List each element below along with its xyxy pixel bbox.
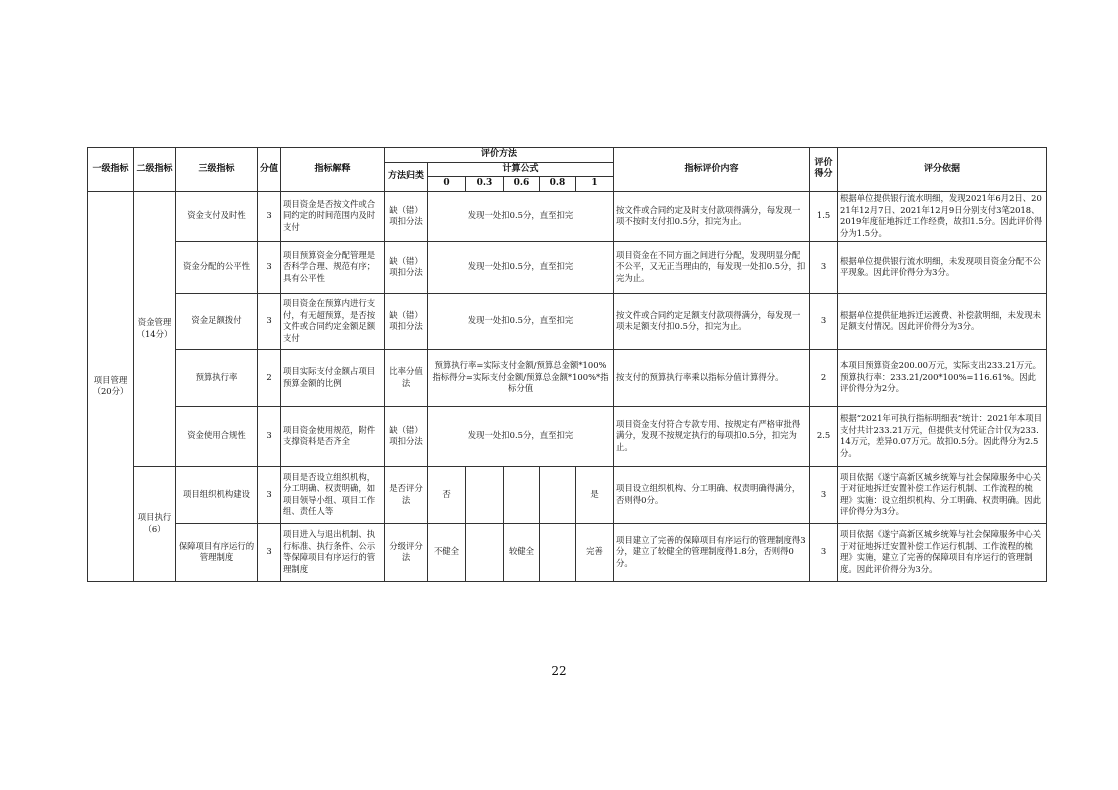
page-number: 22 [551, 664, 567, 678]
indicator-name: 资金分配的公平性 [176, 241, 258, 293]
header-method: 评价方法 [385, 148, 614, 163]
indicator-score: 3 [258, 191, 281, 241]
evaluation-content: 项目建立了完善的保障项目有序运行的管理制度得3分，建立了较健全的管理制度得1.8分，否则得0分。 [614, 523, 810, 581]
evaluation-content: 项目资金支付符合专款专用、按规定有严格审批得满分，发现不按规定执行的每项扣0.5分，扣完为止。 [614, 406, 810, 466]
scale-label-2 [504, 466, 540, 523]
evaluation-content: 项目设立组织机构、分工明确、权责明确得满分，否则得0分。 [614, 466, 810, 523]
header-score: 分值 [258, 148, 281, 192]
level2-project-execution: 项目执行（6） [134, 466, 176, 581]
indicator-name: 资金使用合规性 [176, 406, 258, 466]
method-type: 缺（错）项扣分法 [385, 241, 428, 293]
header-level3: 三级指标 [176, 148, 258, 192]
evaluation-score: 2.5 [810, 406, 838, 466]
method-formula: 预算执行率=实际支付金额/预算总金额*100% 指标得分=实际支付金额/预算总金额*100%*指标分值 [428, 349, 614, 406]
scoring-basis: 项目依据《遂宁高新区城乡统筹与社会保障服务中心关于对征地拆迁安置补偿工作运行机制、工作流程的梳理》实施，建立了完善的保障项目有序运行的管理制度。因此评价得分为3分。 [838, 523, 1047, 581]
indicator-name: 资金足额拨付 [176, 293, 258, 349]
method-type: 缺（错）项扣分法 [385, 191, 428, 241]
method-type: 是否评分法 [385, 466, 428, 523]
method-type: 缺（错）项扣分法 [385, 293, 428, 349]
scale-label-3 [540, 466, 576, 523]
scale-label-3 [540, 523, 576, 581]
scoring-basis: 根据单位提供银行流水明细，未发现项目资金分配不公平现象。因此评价得分为3分。 [838, 241, 1047, 293]
scoring-basis: 项目依据《遂宁高新区城乡统筹与社会保障服务中心关于对征地拆迁安置补偿工作运行机制、工作流程的梳理》实施：设立组织机构、分工明确、权责明确。因此评价得分为3分。 [838, 466, 1047, 523]
header-explain: 指标解释 [281, 148, 385, 192]
header-scale-0: 0 [428, 177, 466, 192]
scale-label-1 [466, 466, 504, 523]
table-row [88, 293, 1047, 349]
scoring-basis: 根据单位提供征地拆迁运渡费、补偿款明细，未发现未足额支付情况。因此评价得分为3分。 [838, 293, 1047, 349]
method-formula: 发现一处扣0.5分，直至扣完 [428, 293, 614, 349]
header-eval-score: 评价得分 [810, 148, 838, 192]
header-scale-4: 1 [576, 177, 614, 192]
scale-label-4: 完善 [576, 523, 614, 581]
scoring-basis: 根据“2021年可执行指标明细表”统计：2021年本项目支付共计233.21万元，但提供支付凭证合计仅为233.14万元，差异0.07万元。故扣0.5分。因此得分为2.5分。 [838, 406, 1047, 466]
evaluation-content: 按文件或合同约定及时支付款项得满分，每发现一项不按时支付扣0.5分，扣完为止。 [614, 191, 810, 241]
indicator-name: 预算执行率 [176, 349, 258, 406]
header-level2: 二级指标 [134, 148, 176, 192]
evaluation-score: 3 [810, 466, 838, 523]
indicator-explain: 项目预算资金分配管理是否科学合理、规范有序；具有公平性 [281, 241, 385, 293]
header-level1: 一级指标 [88, 148, 134, 192]
header-formula: 计算公式 [428, 162, 614, 177]
indicator-score: 3 [258, 241, 281, 293]
method-formula: 发现一处扣0.5分，直至扣完 [428, 191, 614, 241]
evaluation-score: 3 [810, 523, 838, 581]
table-row [88, 406, 1047, 466]
header-scale-1: 0.3 [466, 177, 504, 192]
evaluation-score: 3 [810, 293, 838, 349]
level1-project-management: 项目管理（20分） [88, 191, 134, 581]
indicator-name: 保障项目有序运行的管理制度 [176, 523, 258, 581]
indicator-score: 3 [258, 293, 281, 349]
table-row [88, 191, 1047, 241]
scale-label-2: 较健全 [504, 523, 540, 581]
method-type: 比率分值法 [385, 349, 428, 406]
evaluation-score: 1.5 [810, 191, 838, 241]
evaluation-content: 按文件或合同约定足额支付款项得满分，每发现一项未足额支付扣0.5分，扣完为止。 [614, 293, 810, 349]
header-scale-3: 0.8 [540, 177, 576, 192]
evaluation-score: 3 [810, 241, 838, 293]
scoring-basis: 本项目预算资金200.00万元，实际支出233.21万元。预算执行率：233.21/200*100%=116.61%。因此评价得分为2分。 [838, 349, 1047, 406]
evaluation-content: 项目资金在不同方面之间进行分配，发现明显分配不公平，又无正当理由的，每发现一处扣0.5分，扣完为止。 [614, 241, 810, 293]
indicator-explain: 项目资金是否按文件或合同约定的时间范围内及时支付 [281, 191, 385, 241]
level2-fund-management: 资金管理（14分） [134, 191, 176, 466]
scale-label-0: 不健全 [428, 523, 466, 581]
indicator-score: 3 [258, 523, 281, 581]
scale-label-1 [466, 523, 504, 581]
indicator-score: 3 [258, 466, 281, 523]
method-type: 分级评分法 [385, 523, 428, 581]
indicator-explain: 项目是否设立组织机构，分工明确、权责明确，如项目领导小组、项目工作组、责任人等 [281, 466, 385, 523]
method-type: 缺（错）项扣分法 [385, 406, 428, 466]
indicator-score: 2 [258, 349, 281, 406]
method-formula: 发现一处扣0.5分，直至扣完 [428, 406, 614, 466]
indicator-explain: 项目资金在预算内进行支付，有无超预算，是否按文件或合同约定金额足额支付 [281, 293, 385, 349]
indicator-name: 项目组织机构建设 [176, 466, 258, 523]
scale-label-0: 否 [428, 466, 466, 523]
table-row [88, 241, 1047, 293]
method-formula: 发现一处扣0.5分，直至扣完 [428, 241, 614, 293]
header-content: 指标评价内容 [614, 148, 810, 192]
indicator-name: 资金支付及时性 [176, 191, 258, 241]
scale-label-4: 是 [576, 466, 614, 523]
evaluation-content: 按支付的预算执行率乘以指标分值计算得分。 [614, 349, 810, 406]
header-basis: 评分依据 [838, 148, 1047, 192]
header-scale-2: 0.6 [504, 177, 540, 192]
indicator-explain: 项目实际支付金额占项目预算金额的比例 [281, 349, 385, 406]
table-row [88, 349, 1047, 406]
table-row [88, 466, 1047, 523]
indicator-explain: 项目资金使用规范，附件支撑资料是否齐全 [281, 406, 385, 466]
indicator-score: 3 [258, 406, 281, 466]
evaluation-score: 2 [810, 349, 838, 406]
header-method-type: 方法归类 [385, 162, 428, 191]
evaluation-table [87, 147, 1047, 582]
indicator-explain: 项目进入与退出机制、执行标准、执行条件、公示等保障项目有序运行的管理制度 [281, 523, 385, 581]
scoring-basis: 根据单位提供银行流水明细，发现2021年6月2日、2021年12月7日、2021年12月9日分别支付3笔2018、2019年度征地拆迁工作经费，故扣1.5分。因此评价得分为1.5分。 [838, 191, 1047, 241]
table-row [88, 523, 1047, 581]
